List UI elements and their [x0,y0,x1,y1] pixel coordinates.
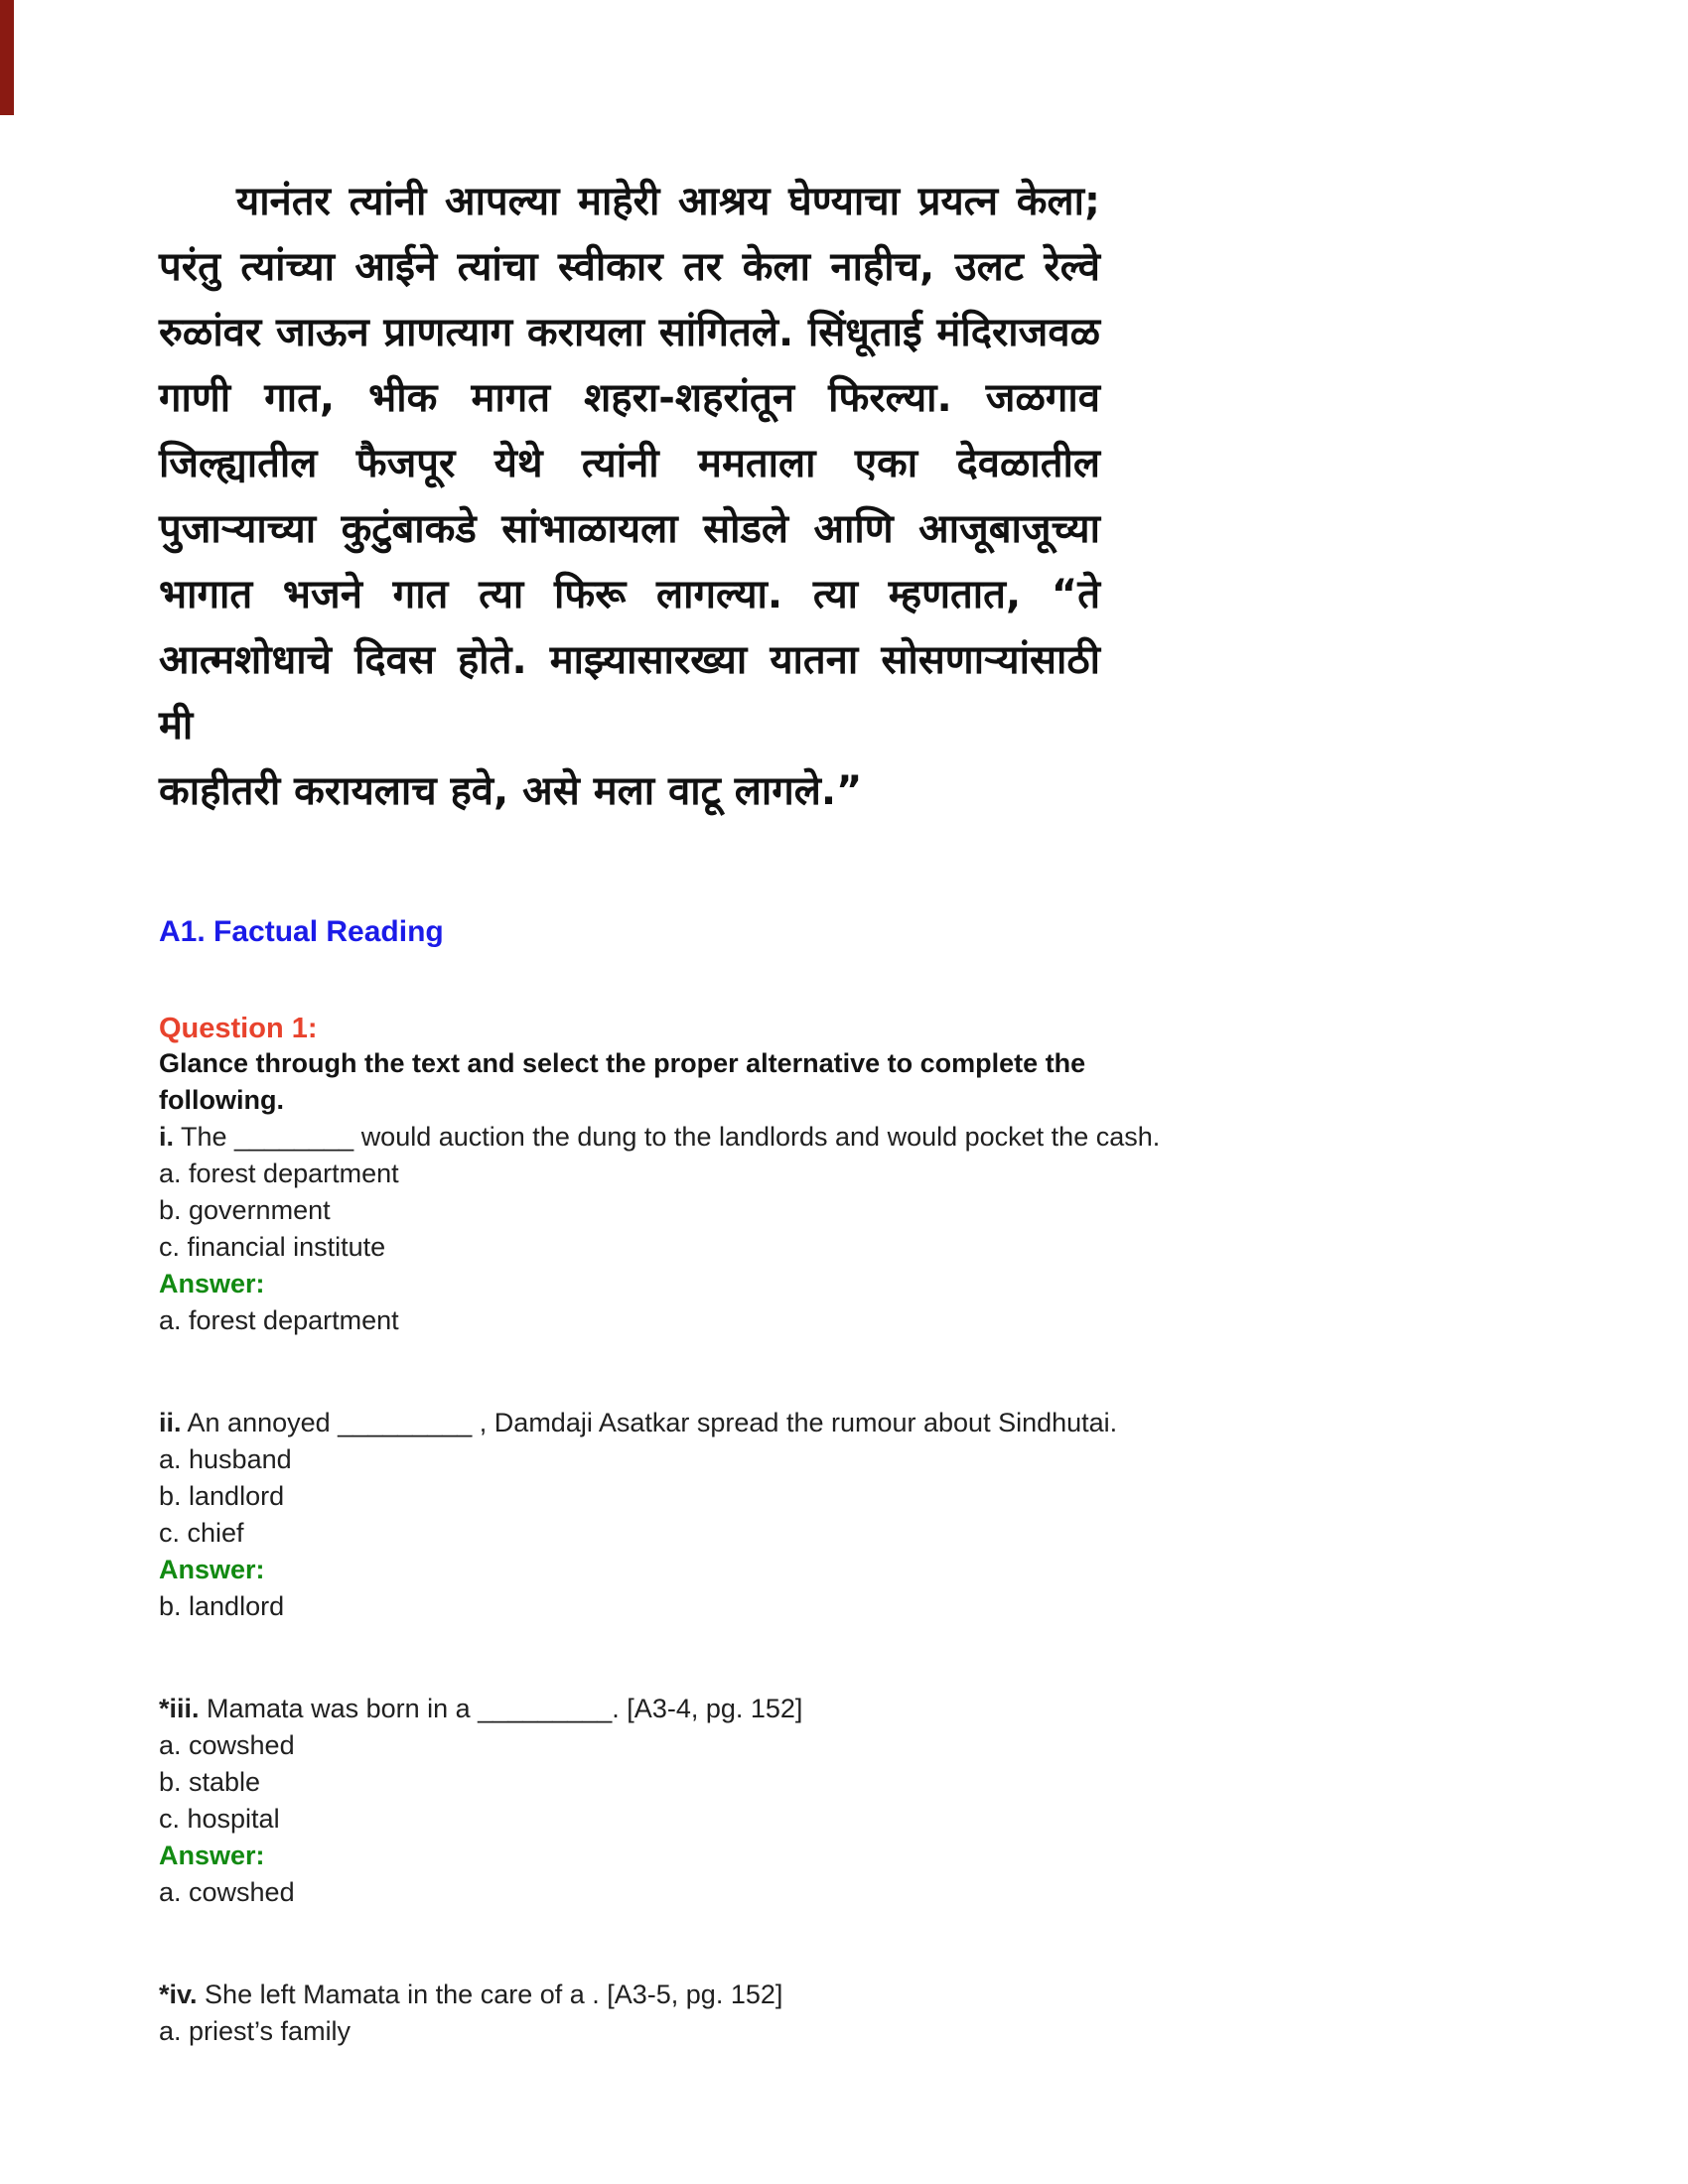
option-c: c. hospital [159,1804,280,1834]
option-a: a. forest department [159,1159,399,1188]
question-label: Question 1: [159,1013,318,1044]
answer-text: a. cowshed [159,1877,295,1907]
question-number: ii. [159,1408,182,1437]
question-number: i. [159,1122,175,1152]
sub-question-iii [159,1691,1390,1911]
sub-question-ii [159,1405,1390,1625]
question-number: *iv. [159,1979,198,2009]
answer-label: Answer: [159,1269,265,1298]
page-content [159,169,1390,2050]
sub-question-i [159,1119,1390,1339]
question-text: The ________ would auction the dung to the landlords and would pocket the cash. [181,1122,1161,1152]
question-text: She left Mamata in the care of a . [A3-5, pg. 152] [205,1979,783,2009]
passage-line: जिल्ह्यातील फैजपूर येथे त्यांनी ममताला एका देवळातील [159,441,1100,486]
marathi-passage [159,169,1100,824]
passage-line: पुजाऱ्याच्या कुटुंबाकडे सांभाळायला सोडले आणि आजूबाजूच्या [159,506,1100,552]
question-text: Mamata was born in a _________. [A3-4, pg. 152] [207,1694,803,1723]
option-a: a. husband [159,1444,292,1474]
answer-label: Answer: [159,1841,265,1870]
option-a: a. cowshed [159,1730,295,1760]
answer-text: b. landlord [159,1591,285,1621]
passage-line: भागात भजने गात त्या फिरू लागल्या. त्या म्हणतात, “ते [159,572,1100,617]
option-b: b. landlord [159,1481,285,1511]
question-intro: Glance through the text and select the proper alternative to complete the following. [159,1048,1086,1115]
option-b: b. stable [159,1767,261,1797]
question-line [159,1977,1390,2013]
passage-line: काहीतरी करायलाच हवे, असे मला वाटू लागले.” [159,768,863,814]
page-corner-bar [0,0,14,115]
sub-question-iv [159,1977,1390,2050]
option-c: c. chief [159,1518,244,1548]
passage-line: गाणी गात, भीक मागत शहरा-शहरांतून फिरल्या. जळगाव [159,375,1100,421]
option-c: c. financial institute [159,1232,386,1262]
passage-line: परंतु त्यांच्या आईने त्यांचा स्वीकार तर केला नाहीच, उलट रेल्वे [159,244,1100,290]
passage-line: रुळांवर जाऊन प्राणत्याग करायला सांगितले. सिंधूताई मंदिराजवळ [159,310,1100,355]
question-line [159,1691,1390,1727]
option-a: a. priest’s family [159,2016,352,2046]
question-line [159,1405,1390,1441]
section-heading: A1. Factual Reading [159,915,444,948]
option-b: b. government [159,1195,331,1225]
passage-line: आत्मशोधाचे दिवस होते. माझ्यासारख्या यातना सोसणाऱ्यांसाठी मी [159,637,1100,749]
question-number: *iii. [159,1694,200,1723]
passage-line: यानंतर त्यांनी आपल्या माहेरी आश्रय घेण्याचा प्रयत्न केला; [236,179,1100,224]
answer-text: a. forest department [159,1305,399,1335]
question-line [159,1119,1390,1156]
question-text: An annoyed _________ , Damdaji Asatkar spread the rumour about Sindhutai. [187,1408,1118,1437]
answer-label: Answer: [159,1555,265,1584]
